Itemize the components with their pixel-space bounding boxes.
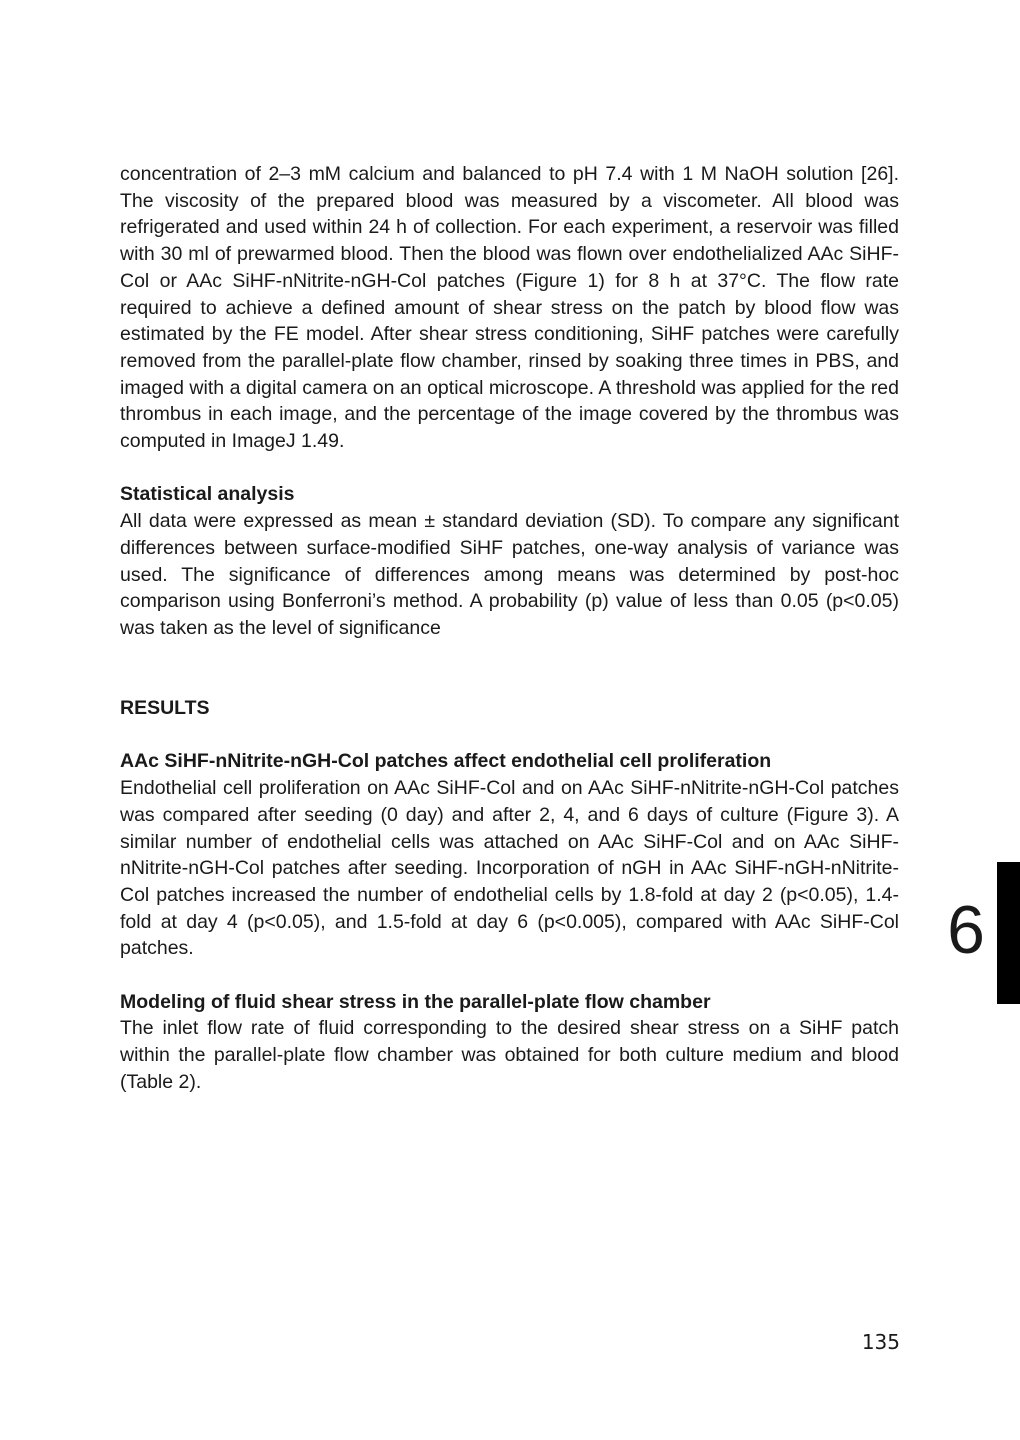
chapter-tab-bar [997,862,1020,1004]
shear-stress-modeling-heading: Modeling of fluid shear stress in the parallel-plate flow chamber [120,990,711,1013]
section-spacer [120,642,899,695]
statistical-analysis-paragraph: All data were expressed as mean ± standard deviation (SD). To compare any significant differences between surface-modified SiHF patches, one-way analysis of variance was used. The significance of differences among means was determined by post-hoc comparison using Bonferroni’s method. A probability (p) value of less than 0.05 (p<0.05) was taken as the level of significance [120,510,899,639]
proliferation-heading: AAc SiHF-nNitrite-nGH-Col patches affect endothelial cell proliferation [120,750,772,773]
shear-stress-modeling-paragraph: The inlet flow rate of fluid corresponding to the desired shear stress on a SiHF patch within the parallel-plate flow chamber was obtained for both culture medium and blood (Table 2). [120,1017,899,1093]
chapter-number: 6 [947,892,985,968]
paragraph-spacer [120,455,899,482]
paragraph-spacer [120,722,899,749]
blood-method-paragraph: concentration of 2–3 mM calcium and balanced to pH 7.4 with 1 M NaOH solution [26]. The viscosity of the prepared blood was measured by a viscometer. All blood was refrigerated and used within 24 h of collection. For each experiment, a reservoir was filled with 30 ml of prewarmed blood. Then the blood was flown over endothelialized AAc SiHF-Col or AAc SiHF-nNitrite-nGH-Col patches (Figure 1) for 8 h at 37°C. The flow rate required to achieve a defined amount of shear stress on the patch by blood flow was estimated by the FE model. After shear stress conditioning, SiHF patches were carefully removed from the parallel-plate flow chamber, rinsed by soaking three times in PBS, and imaged with a digital camera on an optical microscope. A threshold was applied for the red thrombus in each image, and the percentage of the image covered by the thrombus was computed in ImageJ 1.49. [120,163,899,453]
page-number: 135 [861,1330,900,1354]
results-heading: RESULTS [120,697,210,720]
paragraph-spacer [120,962,899,989]
statistical-analysis-heading: Statistical analysis [120,483,295,506]
page-text-column [120,161,899,1096]
proliferation-paragraph: Endothelial cell proliferation on AAc SiHF-Col and on AAc SiHF-nNitrite-nGH-Col patches was compared after seeding (0 day) and after 2, 4, and 6 days of culture (Figure 3). A similar number of endothelial cells was attached on AAc SiHF-Col and on AAc SiHF-nNitrite-nGH-Col patches after seeding. Incorporation of nGH in AAc SiHF-nGH-nNitrite-Col patches increased the number of endothelial cells by 1.8-fold at day 2 (p<0.05), 1.4-fold at day 4 (p<0.05), and 1.5-fold at day 6 (p<0.005), compared with AAc SiHF-Col patches. [120,777,899,960]
